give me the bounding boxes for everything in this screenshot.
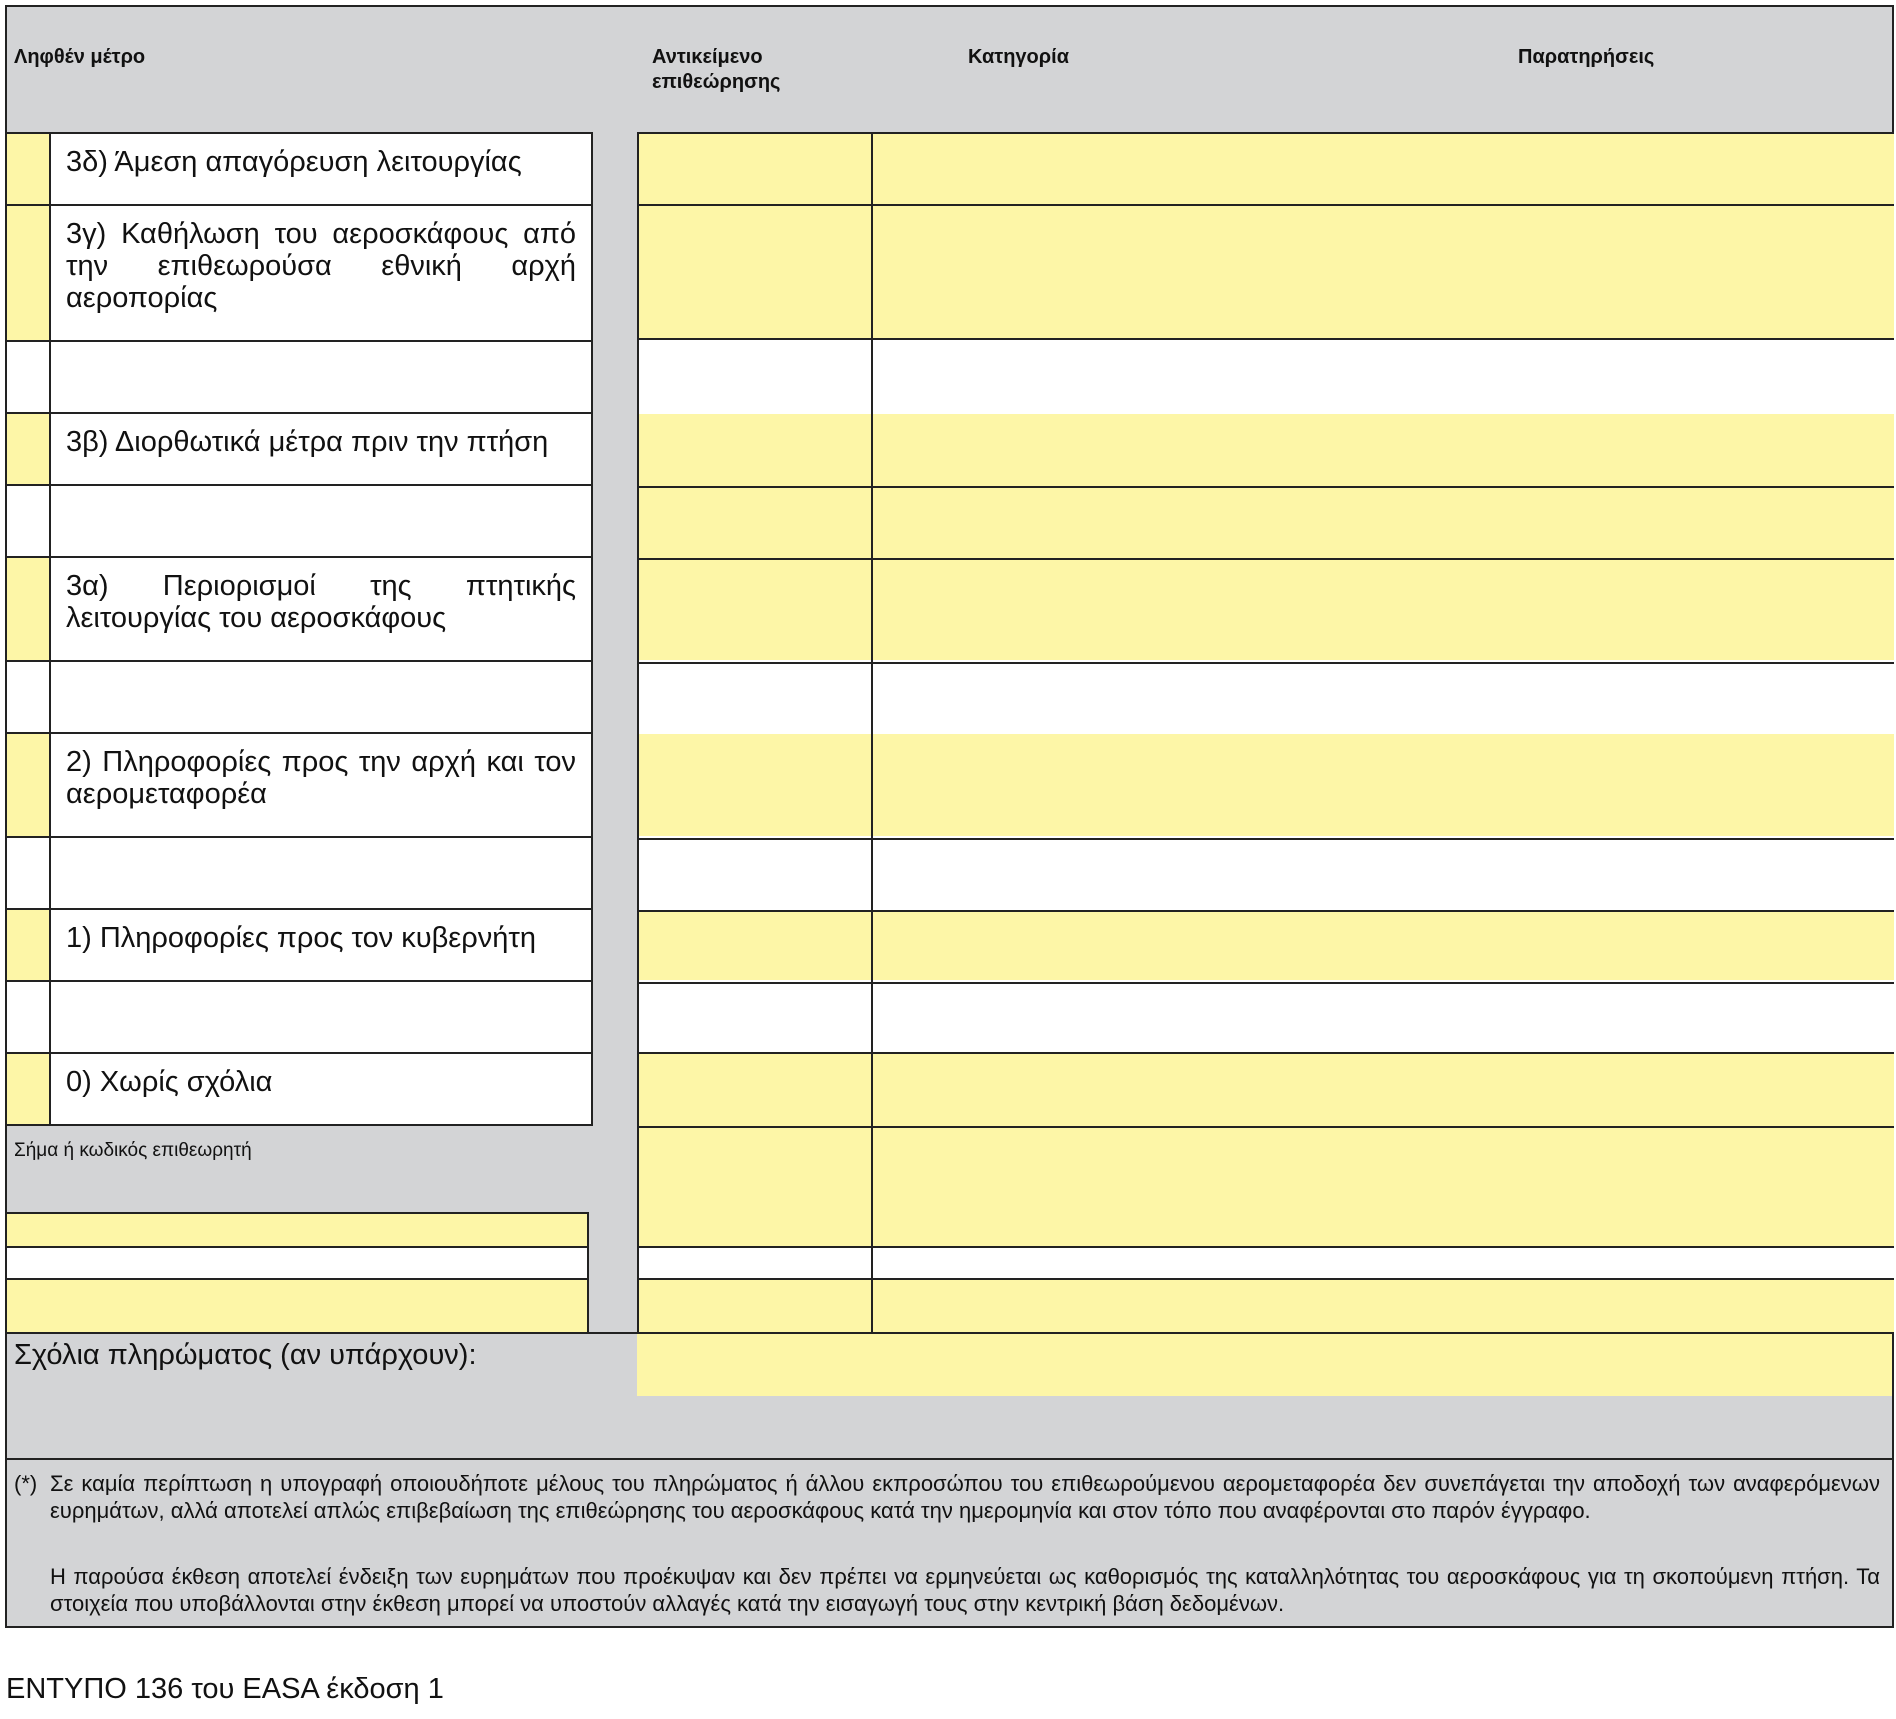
measure-checkbox[interactable]: [5, 1052, 51, 1126]
grid-row[interactable]: [637, 910, 1894, 980]
measure-label: 1) Πληροφορίες προς τον κυβερνήτη: [49, 908, 593, 982]
measure-spacer: [49, 340, 593, 414]
measure-spacer: [49, 980, 593, 1054]
footnote-paragraph-2: Η παρούσα έκθεση αποτελεί ένδειξη των ευρημάτων που προέκυψαν και δεν πρέπει να ερμηνεύεται ως καθορισμός της καταλληλότητας του αεροσκάφους για τη σκοπούμενη πτήση. Τα στοιχεία που υποβάλλονται στην έκθεση μπορεί να υποστούν αλλαγές κατά την εισαγωγή τους στην κεντρική βάση δεδομένων.: [50, 1564, 1880, 1616]
header-category: Κατηγορία: [968, 46, 1069, 68]
stamp-field-3[interactable]: [5, 1278, 589, 1334]
crew-comments-label: Σχόλια πληρώματος (αν υπάρχουν):: [14, 1339, 477, 1371]
measure-label: 2) Πληροφορίες προς την αρχή και τον αερομεταφορέα: [49, 732, 593, 838]
findings-grid: [637, 132, 1894, 1334]
grid-row[interactable]: [637, 1052, 1894, 1246]
grid-row[interactable]: [637, 660, 1894, 734]
measure-label: 3α) Περιορισμοί της πτητικής λειτουργίας του αεροσκάφους: [49, 556, 593, 662]
grid-row[interactable]: [637, 734, 1894, 836]
measure-checkbox[interactable]: [5, 732, 51, 838]
measure-spacer: [49, 836, 593, 910]
divider: [5, 1458, 1894, 1460]
measure-label: 3δ) Άμεση απαγόρευση λειτουργίας: [49, 132, 593, 206]
header-subject: Αντικείμενο επιθεώρησης: [652, 46, 781, 93]
stamp-field-2[interactable]: [5, 1246, 589, 1280]
grid-row[interactable]: [637, 1246, 1894, 1280]
measure-spacer: [49, 660, 593, 734]
measure-spacer: [5, 836, 51, 910]
grid-row[interactable]: [637, 132, 1894, 338]
grid-row[interactable]: [637, 1280, 1894, 1334]
footnote-marker: (*): [14, 1471, 38, 1496]
measure-checkbox[interactable]: [5, 556, 51, 662]
measure-spacer: [5, 484, 51, 558]
measure-spacer: [49, 484, 593, 558]
crew-comments-field[interactable]: [637, 1334, 1892, 1396]
measure-checkbox[interactable]: [5, 908, 51, 982]
measure-checkbox[interactable]: [5, 412, 51, 486]
measures-panel: [5, 132, 589, 1132]
stamp-field-1[interactable]: [5, 1212, 589, 1248]
form-id: ΕΝΤΥΠΟ 136 του EASA έκδοση 1: [6, 1673, 444, 1705]
grid-row[interactable]: [637, 338, 1894, 414]
measure-label: 3γ) Καθήλωση του αεροσκάφους από την επιθεωρούσα εθνική αρχή αεροπορίας: [49, 204, 593, 342]
measure-checkbox[interactable]: [5, 132, 51, 206]
measure-spacer: [5, 980, 51, 1054]
header-measure: Ληφθέν μέτρο: [14, 46, 146, 68]
grid-row[interactable]: [637, 836, 1894, 910]
measure-spacer: [5, 340, 51, 414]
measure-checkbox[interactable]: [5, 204, 51, 342]
stamp-label: Σήμα ή κωδικός επιθεωρητή: [14, 1140, 252, 1161]
measure-label: 3β) Διορθωτικά μέτρα πριν την πτήση: [49, 412, 593, 486]
measure-label: 0) Χωρίς σχόλια: [49, 1052, 593, 1126]
measure-spacer: [5, 660, 51, 734]
header-remarks: Παρατηρήσεις: [1518, 46, 1655, 68]
grid-row[interactable]: [637, 980, 1894, 1052]
footnote-paragraph-1: Σε καμία περίπτωση η υπογραφή οποιουδήποτε μέλους του πληρώματος ή άλλου εκπροσώπου του επιθεωρούμενου αερομεταφορέα δεν συνεπάγεται την αποδοχή των αναφερόμενων ευρημάτων, αλλά αποτελεί απλώς επιβεβαίωση της επιθεώρησης του αεροσκάφους κατά την ημερομηνία και στον τόπο που αναφέρονται στο παρόν έγγραφο.: [50, 1471, 1880, 1523]
